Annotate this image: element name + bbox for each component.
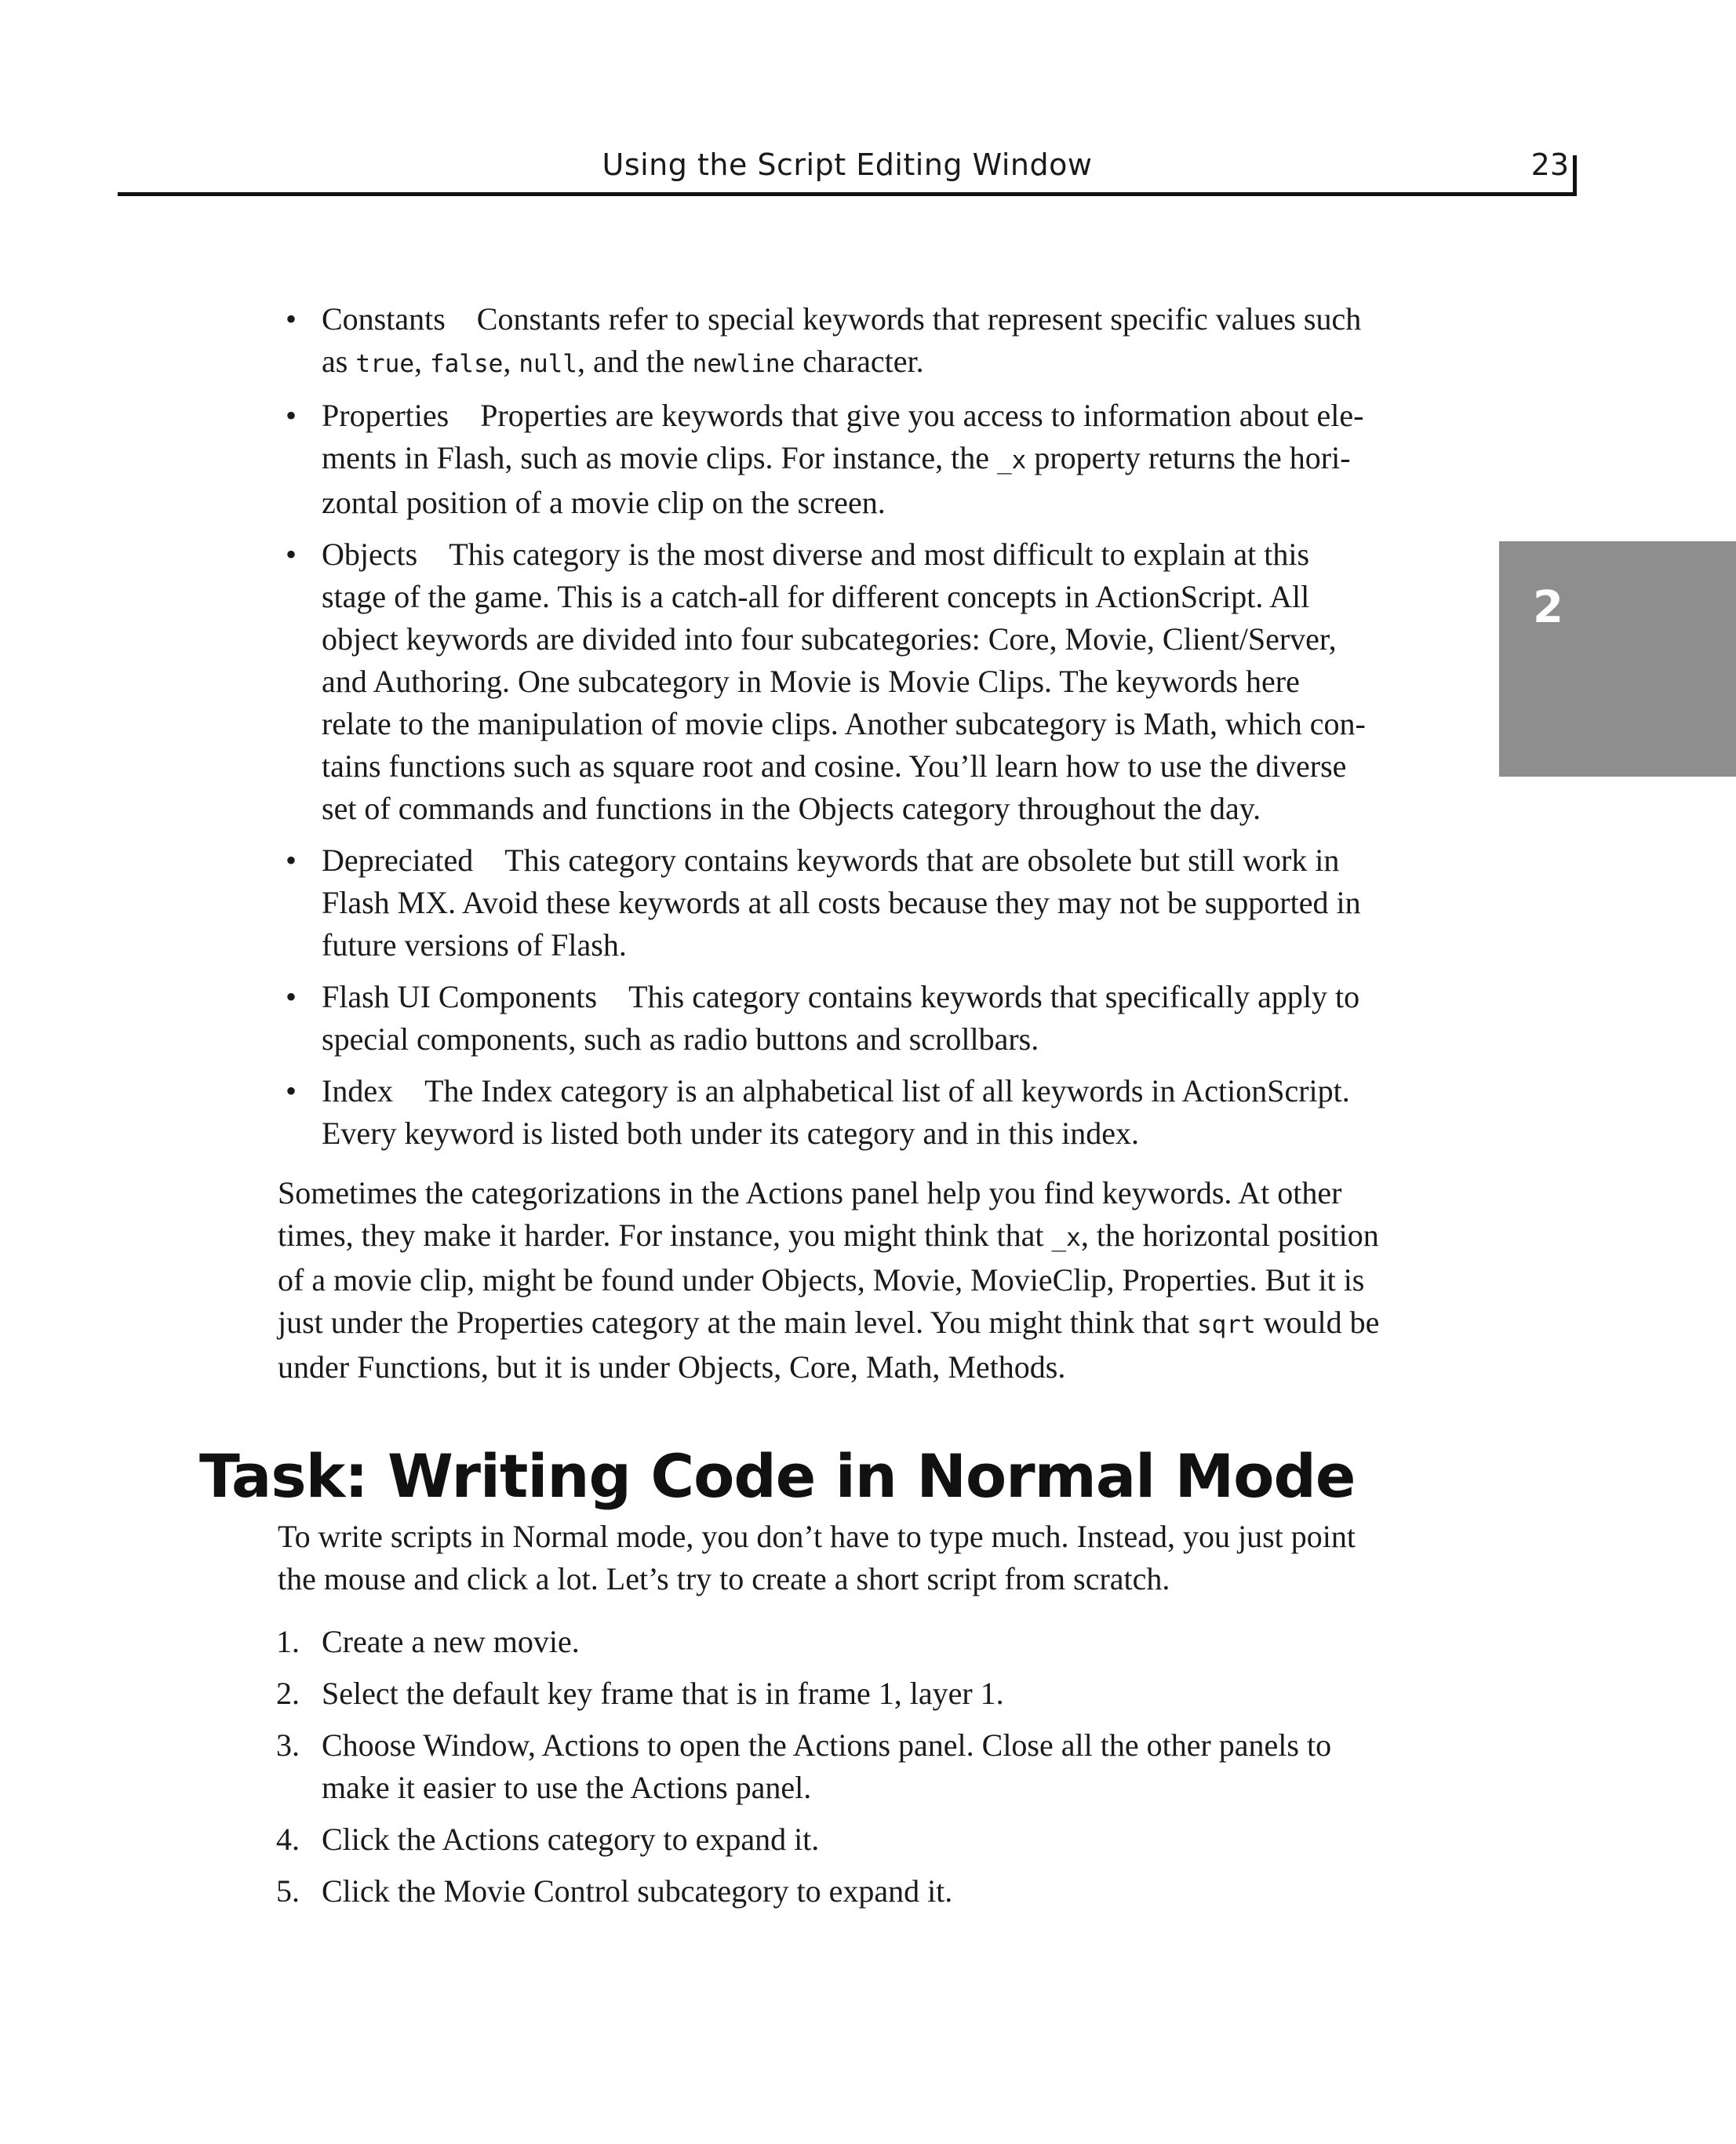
bullet-line — [322, 703, 1467, 745]
inline-code: sqrt — [1197, 1311, 1256, 1339]
bullet-line — [322, 437, 1467, 482]
section-intro-paragraph — [278, 1516, 1462, 1600]
steps-list — [276, 1621, 1467, 1922]
bullet-item-properties — [286, 395, 1467, 524]
bullet-line — [322, 839, 1467, 882]
bullet-icon: • — [286, 301, 297, 337]
inline-code: null — [519, 350, 577, 378]
bullet-text: Every keyword is listed both under its category and in this index. — [322, 1116, 1140, 1151]
bullet-text: relate to the manipulation of movie clips. Another subcategory is Math, which con- — [322, 706, 1366, 741]
header-title: Using the Script Editing Window — [602, 147, 1093, 182]
bullet-text: Properties are keywords that give you access to information about ele- — [480, 398, 1364, 433]
step-text: Click the Movie Control subcategory to expand it. — [322, 1873, 953, 1909]
bullet-line — [322, 395, 1467, 437]
bullet-text: Flash MX. Avoid these keywords at all costs because they may not be supported in — [322, 885, 1361, 920]
bullet-line — [322, 340, 1467, 385]
step-item — [276, 1870, 1467, 1913]
bullet-term: Objects — [322, 537, 418, 572]
step-text: Create a new movie. — [322, 1624, 580, 1659]
bullet-term: Flash UI Components — [322, 979, 598, 1014]
bullet-text: set of commands and functions in the Objects category throughout the day. — [322, 791, 1261, 826]
bullet-line — [322, 298, 1467, 340]
bullet-term: Properties — [322, 398, 449, 433]
bullet-line — [322, 1112, 1467, 1155]
header-rule-tick — [1573, 155, 1577, 196]
bullet-line — [322, 976, 1467, 1018]
step-text: Select the default key frame that is in frame 1, layer 1. — [322, 1676, 1004, 1711]
step-item — [276, 1673, 1467, 1715]
step-number: 3. — [276, 1727, 300, 1763]
step-number: 1. — [276, 1624, 300, 1659]
header-rule — [118, 192, 1577, 196]
inline-code: newline — [692, 350, 795, 378]
paragraph-line: under Functions, but it is under Objects, Core, Math, Methods. — [278, 1349, 1066, 1385]
bullet-text: as true, false, null, and the newline character. — [322, 344, 924, 379]
bullet-item-depreciated — [286, 839, 1467, 966]
bullet-line — [322, 661, 1467, 703]
bullet-icon: • — [286, 537, 297, 572]
paragraph-line: of a movie clip, might be found under Objects, Movie, MovieClip, Properties. But it is — [278, 1262, 1365, 1298]
bullet-icon: • — [286, 843, 297, 878]
paragraph-line: just under the Properties category at the main level. You might think that sqrt would be — [278, 1305, 1380, 1340]
bullet-text: This category contains keywords that specifically apply to — [628, 979, 1360, 1014]
bullet-line — [322, 618, 1467, 661]
step-text: Choose Window, Actions to open the Actions panel. Close all the other panels to — [322, 1727, 1332, 1763]
bullet-text: tains functions such as square root and cosine. You’ll learn how to use the diverse — [322, 748, 1347, 784]
bullet-text: future versions of Flash. — [322, 927, 627, 963]
chapter-tab — [1499, 541, 1736, 777]
bullet-text: object keywords are divided into four subcategories: Core, Movie, Client/Server, — [322, 621, 1337, 657]
step-number: 2. — [276, 1676, 300, 1711]
bullet-line — [322, 924, 1467, 966]
step-text: Click the Actions category to expand it. — [322, 1822, 820, 1857]
bullet-line — [322, 1070, 1467, 1112]
step-number: 4. — [276, 1822, 300, 1857]
bullet-text: Constants refer to special keywords that represent specific values such — [476, 301, 1362, 337]
paragraph-line: Sometimes the categorizations in the Actions panel help you find keywords. At other — [278, 1175, 1342, 1210]
bullet-line — [322, 745, 1467, 788]
inline-code: true — [355, 350, 414, 378]
bullet-item-constants — [286, 298, 1467, 385]
paragraph-line: To write scripts in Normal mode, you don’t have to type much. Instead, you just point — [278, 1519, 1356, 1554]
chapter-tab-number: 2 — [1533, 582, 1563, 633]
bullet-icon: • — [286, 398, 297, 433]
bullet-text: ments in Flash, such as movie clips. For instance, the _x property returns the hori- — [322, 440, 1351, 475]
inline-code: _x — [997, 446, 1027, 475]
bullet-icon: • — [286, 979, 297, 1014]
inline-code: _x — [1051, 1224, 1081, 1252]
bullet-item-index — [286, 1070, 1467, 1155]
category-bullet-list — [286, 298, 1467, 1164]
step-number: 5. — [276, 1873, 300, 1909]
bullet-item-flash-ui-components — [286, 976, 1467, 1061]
bullet-line — [322, 882, 1467, 924]
bullet-icon: • — [286, 1073, 297, 1108]
paragraph-line: times, they make it harder. For instance, you might think that _x, the horizontal position — [278, 1218, 1379, 1253]
section-heading: Task: Writing Code in Normal Mode — [199, 1441, 1356, 1511]
body-paragraph-categorizations — [278, 1172, 1462, 1389]
bullet-term: Depreciated — [322, 843, 474, 878]
bullet-line — [322, 533, 1467, 576]
bullet-text: zontal position of a movie clip on the screen. — [322, 485, 886, 520]
bullet-text: The Index category is an alphabetical list of all keywords in ActionScript. — [424, 1073, 1350, 1108]
step-item — [276, 1621, 1467, 1663]
bullet-text: special components, such as radio buttons and scrollbars. — [322, 1021, 1039, 1057]
bullet-text: stage of the game. This is a catch-all for different concepts in ActionScript. All — [322, 579, 1310, 614]
bullet-term: Index — [322, 1073, 394, 1108]
bullet-line — [322, 1018, 1467, 1061]
bullet-text: This category is the most diverse and most difficult to explain at this — [449, 537, 1310, 572]
inline-code: false — [429, 350, 504, 378]
bullet-item-objects — [286, 533, 1467, 830]
bullet-term: Constants — [322, 301, 446, 337]
bullet-line — [322, 576, 1467, 618]
step-text: make it easier to use the Actions panel. — [322, 1770, 812, 1805]
step-item — [276, 1818, 1467, 1861]
bullet-text: and Authoring. One subcategory in Movie is Movie Clips. The keywords here — [322, 664, 1300, 699]
paragraph-line: the mouse and click a lot. Let’s try to create a short script from scratch. — [278, 1561, 1170, 1596]
step-item — [276, 1724, 1467, 1809]
page-number: 23 — [1530, 147, 1569, 182]
bullet-text: This category contains keywords that are obsolete but still work in — [504, 843, 1340, 878]
bullet-line — [322, 482, 1467, 524]
bullet-line — [322, 788, 1467, 830]
